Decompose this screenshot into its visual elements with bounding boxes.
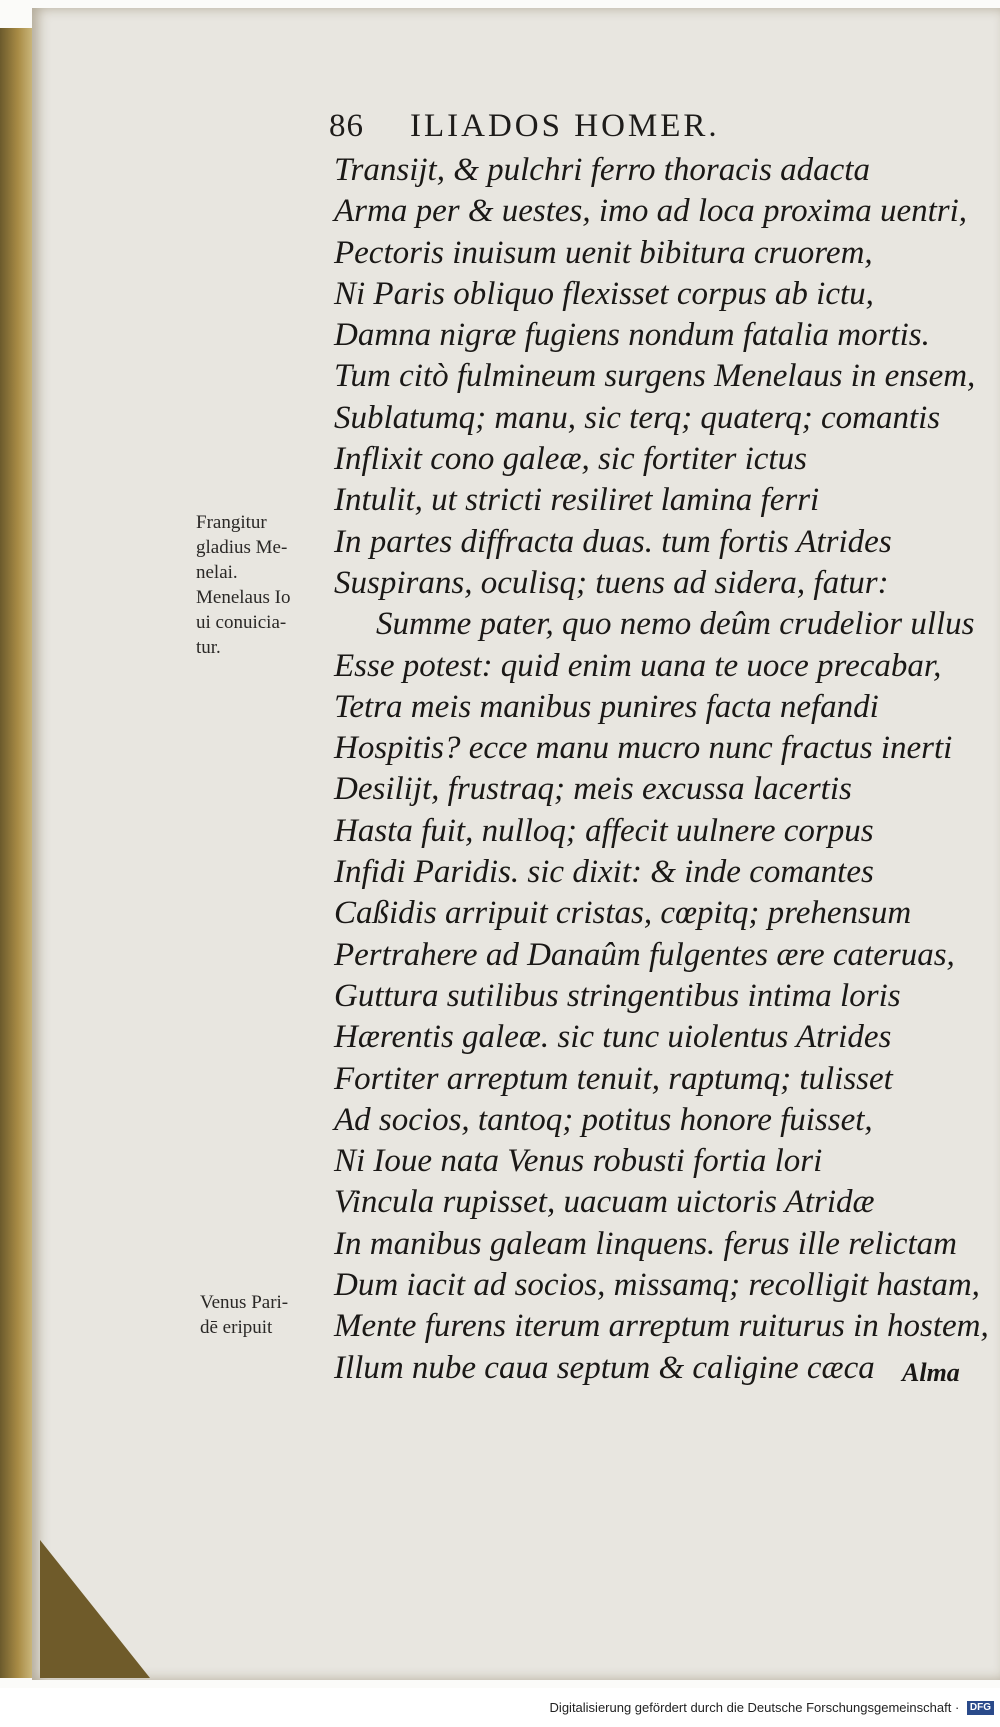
verse-line: In partes diffracta duas. tum fortis Atrides (334, 523, 892, 560)
marginal-note-line: ui conuicia- (196, 612, 287, 633)
running-title: ILIADOS HOMER. (410, 108, 720, 144)
verse-line: Sublatumq; manu, sic terq; quaterq; comantis (334, 399, 941, 436)
verse-line: Illum nube caua septum & caligine cæca (334, 1349, 875, 1386)
verse-line: Arma per & uestes, imo ad loca proxima uentri, (334, 193, 968, 230)
verse-line: Guttura sutilibus stringentibus intima loris (334, 977, 901, 1014)
marginal-note-line: gladius Me- (196, 537, 288, 558)
verse-line: Suspirans, oculisq; tuens ad sidera, fatur: (334, 564, 889, 601)
verse-line: Caßidis arripuit cristas, cœpitq; prehensum (334, 895, 912, 932)
footer-text: Digitalisierung gefördert durch die Deutsche Forschungsgemeinschaft (549, 1700, 952, 1715)
dfg-logo-icon: DFG (967, 1701, 994, 1715)
verse-line: Pertrahere ad Danaûm fulgentes ære cateruas, (334, 936, 955, 973)
verse-line: Damna nigræ fugiens nondum fatalia mortis. (334, 317, 930, 354)
verse-line: Ad socios, tantoq; potitus honore fuisset, (334, 1101, 873, 1138)
verse-line: Hasta fuit, nulloq; affecit uulnere corpus (334, 812, 874, 849)
marginal-note-line: dē eripuit (200, 1317, 273, 1338)
folded-page-corner (40, 1540, 150, 1678)
verse-line: Ni Ioue nata Venus robusti fortia lori (334, 1143, 823, 1180)
verse-line: Mente furens iterum arreptum ruiturus in hostem, (334, 1308, 989, 1345)
footer-separator: · (951, 1700, 963, 1715)
marginal-note-venus (200, 1290, 288, 1340)
marginal-note-line: Menelaus Io (196, 587, 291, 608)
verse-line: Dum iacit ad socios, missamq; recolligit hastam, (334, 1267, 980, 1304)
verse-block (334, 150, 989, 1389)
page-number: 86 (329, 108, 364, 144)
marginal-note-line: nelai. (196, 562, 238, 583)
verse-line: Tum citò fulmineum surgens Menelaus in ensem, (334, 358, 976, 395)
verse-line: Hospitis? ecce manu mucro nunc fractus inerti (334, 730, 953, 767)
verse-line: Esse potest: quid enim uana te uoce precabar, (334, 647, 942, 684)
verse-line: Infidi Paridis. sic dixit: & inde comantes (334, 854, 874, 891)
verse-line: Fortiter arreptum tenuit, raptumq; tulisset (334, 1060, 893, 1097)
verse-line: Desilijt, frustraq; meis excussa lacertis (334, 771, 852, 808)
running-head (329, 108, 849, 145)
marginal-note-line: Frangitur (196, 512, 267, 533)
verse-line: In manibus galeam linquens. ferus ille relictam (334, 1225, 957, 1262)
marginal-note-line: tur. (196, 637, 221, 658)
verse-line: Tetra meis manibus punires facta nefandi (334, 688, 879, 725)
marginal-note-menelaus (196, 510, 290, 660)
verse-line: Vincula rupisset, uacuam uictoris Atridæ (334, 1184, 875, 1221)
catchword: Alma (902, 1358, 960, 1387)
verse-line: Pectoris inuisum uenit bibitura cruorem, (334, 234, 873, 271)
verse-line: Summe pater, quo nemo deûm crudelior ullus (376, 606, 975, 643)
digitization-footer (0, 1688, 1000, 1727)
verse-line: Ni Paris obliquo flexisset corpus ab ictu, (334, 275, 874, 312)
verse-line: Hærentis galeæ. sic tunc uiolentus Atrides (334, 1019, 892, 1056)
verse-line: Intulit, ut stricti resiliret lamina ferri (334, 482, 820, 519)
marginal-note-line: Venus Pari- (200, 1292, 289, 1313)
verse-line: Inflixit cono galeæ, sic fortiter ictus (334, 441, 807, 478)
verse-line: Transijt, & pulchri ferro thoracis adacta (334, 152, 870, 188)
